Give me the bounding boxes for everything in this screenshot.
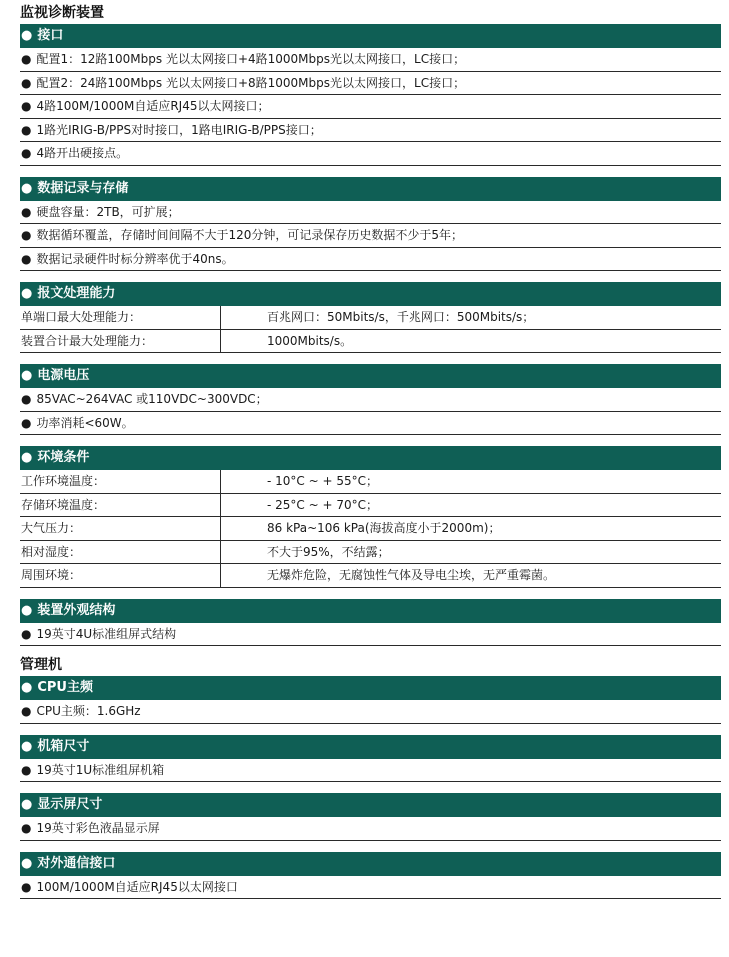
bullet-icon: ● [21,251,32,266]
section-header [20,177,721,201]
table-row [20,330,721,354]
section-title: 对外通信接口 [37,855,116,871]
bullet-icon: ● [21,626,32,641]
list-item-text: CPU主频：1.6GHz [36,704,141,718]
row-label: 单端口最大处理能力： [21,306,221,329]
bullet-icon: ● [21,228,32,242]
table-row [20,564,721,588]
list-item-text: 19英寸4U标准组屏式结构 [36,626,177,641]
sub-title: 管理机 [20,657,62,673]
list-item [20,224,721,248]
section-title: CPU主频 [37,680,93,695]
bullet-icon: ● [21,146,32,160]
section-header [20,24,721,48]
list-item-text: 19英寸彩色液晶显示屏 [36,821,160,835]
section-title: 环境条件 [37,450,90,465]
bullet-icon: ● [21,821,32,835]
list-item-text: 配置1：12路100Mbps 光以太网接口+4路1000Mbps光以太网接口，LC接口； [36,52,466,66]
section-power [20,364,721,435]
list-item [20,876,721,900]
section-header [20,599,721,623]
section-title: 报文处理能力 [37,286,116,301]
row-label: 周围环境： [21,564,221,587]
list-item [20,48,721,72]
section-title: 数据记录与存储 [37,180,129,196]
table-row [20,541,721,565]
section-title: 显示屏尺寸 [37,797,103,812]
table-row [20,306,721,330]
row-label: 装置合计最大处理能力： [21,330,221,353]
section-title: 电源电压 [37,368,90,383]
row-value: - 25°C ~ + 70°C； [267,497,378,512]
bullet-icon: ● [21,368,33,383]
row-value: 无爆炸危险，无腐蚀性气体及导电尘埃，无严重霉菌。 [267,568,556,582]
section-header [20,852,721,876]
row-value: - 10°C ~ + 55°C； [267,474,378,488]
section-interface [20,24,721,166]
list-item [20,700,721,724]
bullet-icon: ● [21,680,33,695]
section-header [20,364,721,388]
bullet-icon: ● [21,602,33,618]
row-label: 大气压力： [21,517,221,540]
row-value: 86 kPa~106 kPa(海拔高度小于2000m)； [267,521,501,535]
list-item [20,817,721,841]
row-value: 1000Mbits/s。 [267,333,353,348]
bullet-icon: ● [21,415,32,430]
bullet-icon: ● [21,180,33,196]
row-value: 不大于95%，不结露； [267,544,390,559]
bullet-icon: ● [21,738,33,754]
list-item [20,201,721,225]
list-item [20,142,721,166]
bullet-icon: ● [21,122,32,137]
bullet-icon: ● [21,762,32,777]
section-chassis [20,735,721,783]
list-item-text: 硬盘容量：2TB，可扩展； [36,204,180,219]
list-item-text: 1路光IRIG-B/PPS对时接口，1路电IRIG-B/PPS接口； [36,122,322,137]
bullet-icon: ● [21,52,32,66]
row-value: 百兆网口：50Mbits/s，千兆网口：500Mbits/s； [267,310,535,324]
bullet-icon: ● [21,28,33,43]
row-label: 相对湿度： [21,541,221,564]
section-comm [20,852,721,900]
list-item-text: 功率消耗<60W。 [36,415,134,430]
main-title: 监视诊断装置 [20,5,104,21]
list-item [20,119,721,143]
section-header [20,735,721,759]
row-label: 存储环境温度： [21,494,221,517]
list-item [20,623,721,647]
section-display [20,793,721,841]
section-title: 机箱尺寸 [37,738,90,754]
section-storage [20,177,721,272]
bullet-icon: ● [21,450,33,465]
section-processing [20,282,721,353]
table-row [20,517,721,541]
list-item [20,248,721,272]
list-item [20,95,721,119]
section-cpu [20,676,721,724]
bullet-icon: ● [21,855,33,871]
list-item-text: 100M/1000M自适应RJ45以太网接口 [36,879,238,894]
bullet-icon: ● [21,392,32,406]
section-header [20,793,721,817]
bullet-icon: ● [21,286,33,301]
list-item-text: 配置2：24路100Mbps 光以太网接口+8路1000Mbps光以太网接口，LC接口； [36,75,466,90]
bullet-icon: ● [21,797,33,812]
section-header [20,676,721,700]
bullet-icon: ● [21,879,32,894]
list-item [20,388,721,412]
bullet-icon: ● [21,704,32,718]
list-item [20,72,721,96]
list-item-text: 85VAC~264VAC 或110VDC~300VDC； [36,392,268,406]
section-title: 接口 [37,28,64,43]
table-row [20,470,721,494]
section-structure [20,599,721,647]
section-header [20,282,721,306]
row-label: 工作环境温度： [21,470,221,493]
bullet-icon: ● [21,204,32,219]
table-row [20,494,721,518]
bullet-icon: ● [21,99,32,113]
list-item-text: 4路100M/1000M自适应RJ45以太网接口； [36,99,270,113]
list-item [20,412,721,436]
list-item-text: 数据记录硬件时标分辨率优于40ns。 [36,251,234,266]
list-item-text: 4路开出硬接点。 [36,146,129,160]
list-item [20,759,721,783]
section-environment [20,446,721,588]
list-item-text: 19英寸1U标准组屏机箱 [36,762,165,777]
section-header [20,446,721,470]
list-item-text: 数据循环覆盖，存储时间间隔不大于120分钟，可记录保存历史数据不少于5年； [36,228,464,242]
section-title: 装置外观结构 [37,602,116,618]
spec-sheet [20,0,721,899]
bullet-icon: ● [21,75,32,90]
